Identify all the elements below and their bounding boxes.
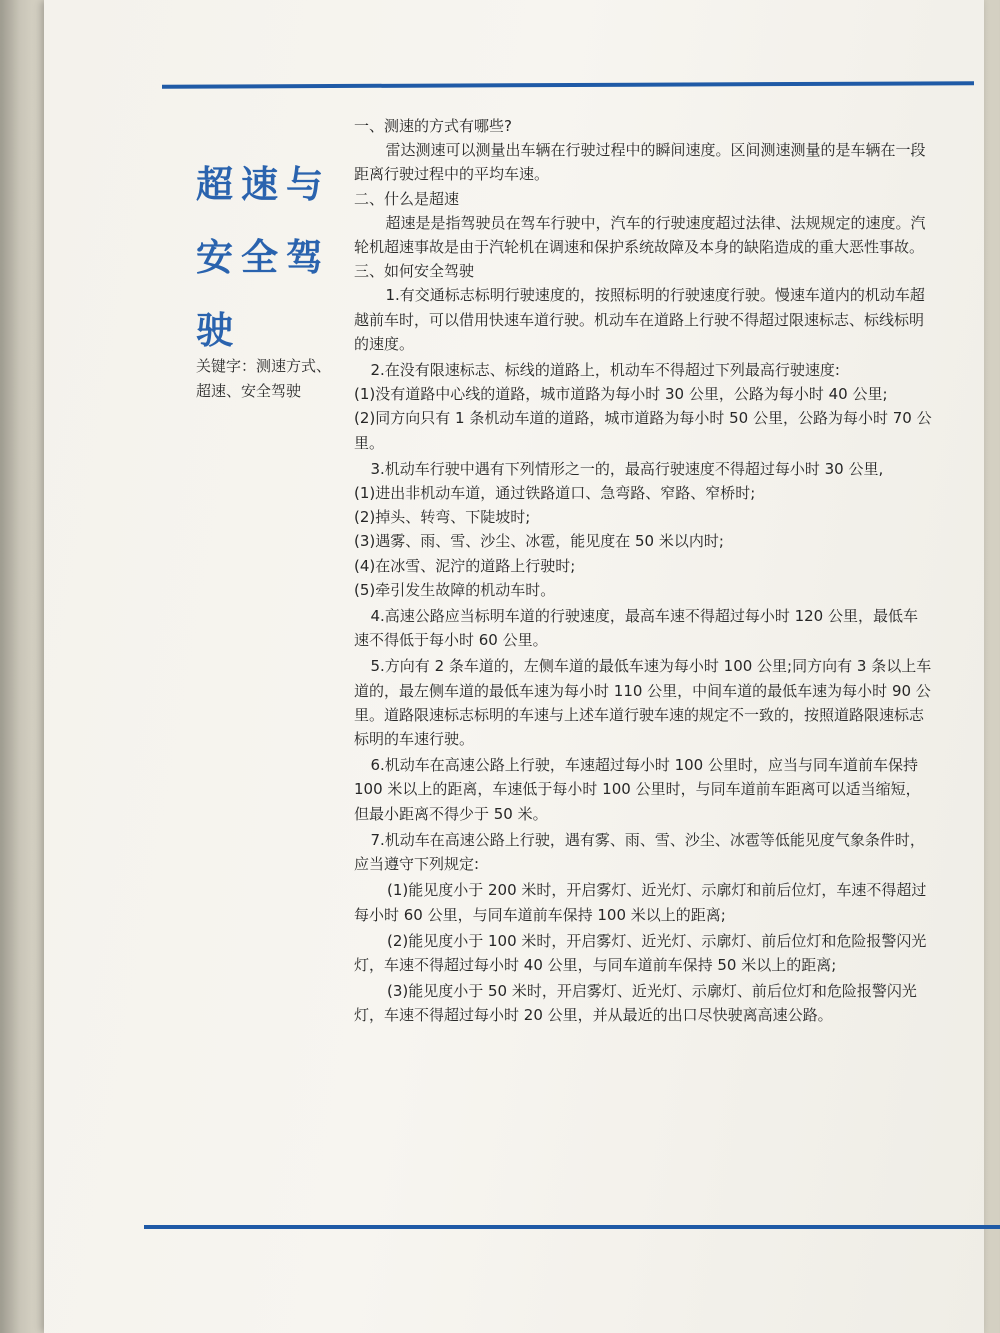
rule-3-item: (3)遇雾、雨、雪、沙尘、冰雹，能见度在 50 米以内时; (354, 532, 724, 551)
document-title: 超速与安全驾驶 (196, 163, 331, 352)
paragraph: 雷达测速可以测量出车辆在行驶过程中的瞬间速度。区间测速测量的是车辆在一段距离行驶过程中的平均车速。 (354, 141, 926, 184)
top-divider-line (162, 81, 974, 89)
rule-2-item: (2)同方向只有 1 条机动车道的道路，城市道路为每小时 50 公里，公路为每小时 70 公里。 (354, 409, 932, 452)
section-heading-3: 三、如何安全驾驶 (354, 262, 475, 281)
article-body (354, 114, 932, 1028)
paragraph: 超速是是指驾驶员在驾车行驶中，汽车的行驶速度超过法律、法规规定的速度。汽轮机超速事故是由于汽轮机在调速和保护系统故障及本身的缺陷造成的重大恶性事故。 (354, 213, 926, 257)
rule-3-item: (2)掉头、转弯、下陡坡时; (354, 508, 531, 527)
rule-3-item: (1)进出非机动车道，通过铁路道口、急弯路、窄路、窄桥时; (354, 484, 756, 503)
rule-7-item: (1)能见度小于 200 米时，开启雾灯、近光灯、示廓灯和前后位灯，车速不得超过每小时 60 公里，与同车道前车保持 100 米以上的距离; (354, 881, 927, 924)
rule-4: 4.高速公路应当标明车道的行驶速度，最高车速不得超过每小时 120 公里，最低车速不得低于每小时 60 公里。 (354, 607, 918, 650)
section-heading-1: 一、测速的方式有哪些? (354, 117, 512, 135)
keywords: 关键字：测速方式、超速、安全驾驶 (196, 357, 332, 400)
rule-2: 2.在没有限速标志、标线的道路上，机动车不得超过下列最高行驶速度: (370, 361, 840, 380)
rule-3: 3.机动车行驶中遇有下列情形之一的，最高行驶速度不得超过每小时 30 公里, (370, 459, 884, 478)
document-page (44, 0, 984, 1333)
section-heading-2: 二、什么是超速 (354, 189, 460, 208)
rule-5: 5.方向有 2 条车道的，左侧车道的最低车速为每小时 100 公里;同方向有 3 条以上车道的，最左侧车道的最低车速为每小时 110 公里，中间车道的最低车速为每小时 90 公里。道路限速标志标明的车速与上述车道行驶车速的规定不一致的，按照道路限速标志标明的车速行驶。 (354, 657, 932, 749)
rule-7-item: (3)能见度小于 50 米时，开启雾灯、近光灯、示廓灯、前后位灯和危险报警闪光灯，车速不得超过每小时 20 公里，并从最近的出口尽快驶离高速公路。 (354, 982, 917, 1025)
rule-3-item: (4)在冰雪、泥泞的道路上行驶时; (354, 556, 576, 575)
rule-7-item: (2)能见度小于 100 米时，开启雾灯、近光灯、示廓灯、前后位灯和危险报警闪光灯，车速不得超过每小时 40 公里，与同车道前车保持 50 米以上的距离; (354, 931, 927, 974)
rule-3-item: (5)牵引发生故障的机动车时。 (354, 580, 556, 599)
rule-6: 6.机动车在高速公路上行驶，车速超过每小时 100 公里时，应当与同车道前车保持 100 米以上的距离，车速低于每小时 100 公里时，与同车道前车距离可以适当缩短，但最小距离不得少于 50 米。 (354, 756, 921, 823)
rule-1: 1.有交通标志标明行驶速度的，按照标明的行驶速度行驶。慢速车道内的机动车超越前车时，可以借用快速车道行驶。机动车在道路上行驶不得超过限速标志、标线标明的速度。 (354, 286, 925, 353)
bottom-divider-line (144, 1225, 1000, 1229)
rule-7: 7.机动车在高速公路上行驶，遇有雾、雨、雪、沙尘、冰雹等低能见度气象条件时，应当遵守下列规定: (354, 830, 925, 874)
rule-2-item: (1)没有道路中心线的道路，城市道路为每小时 30 公里，公路为每小时 40 公里; (354, 385, 888, 404)
